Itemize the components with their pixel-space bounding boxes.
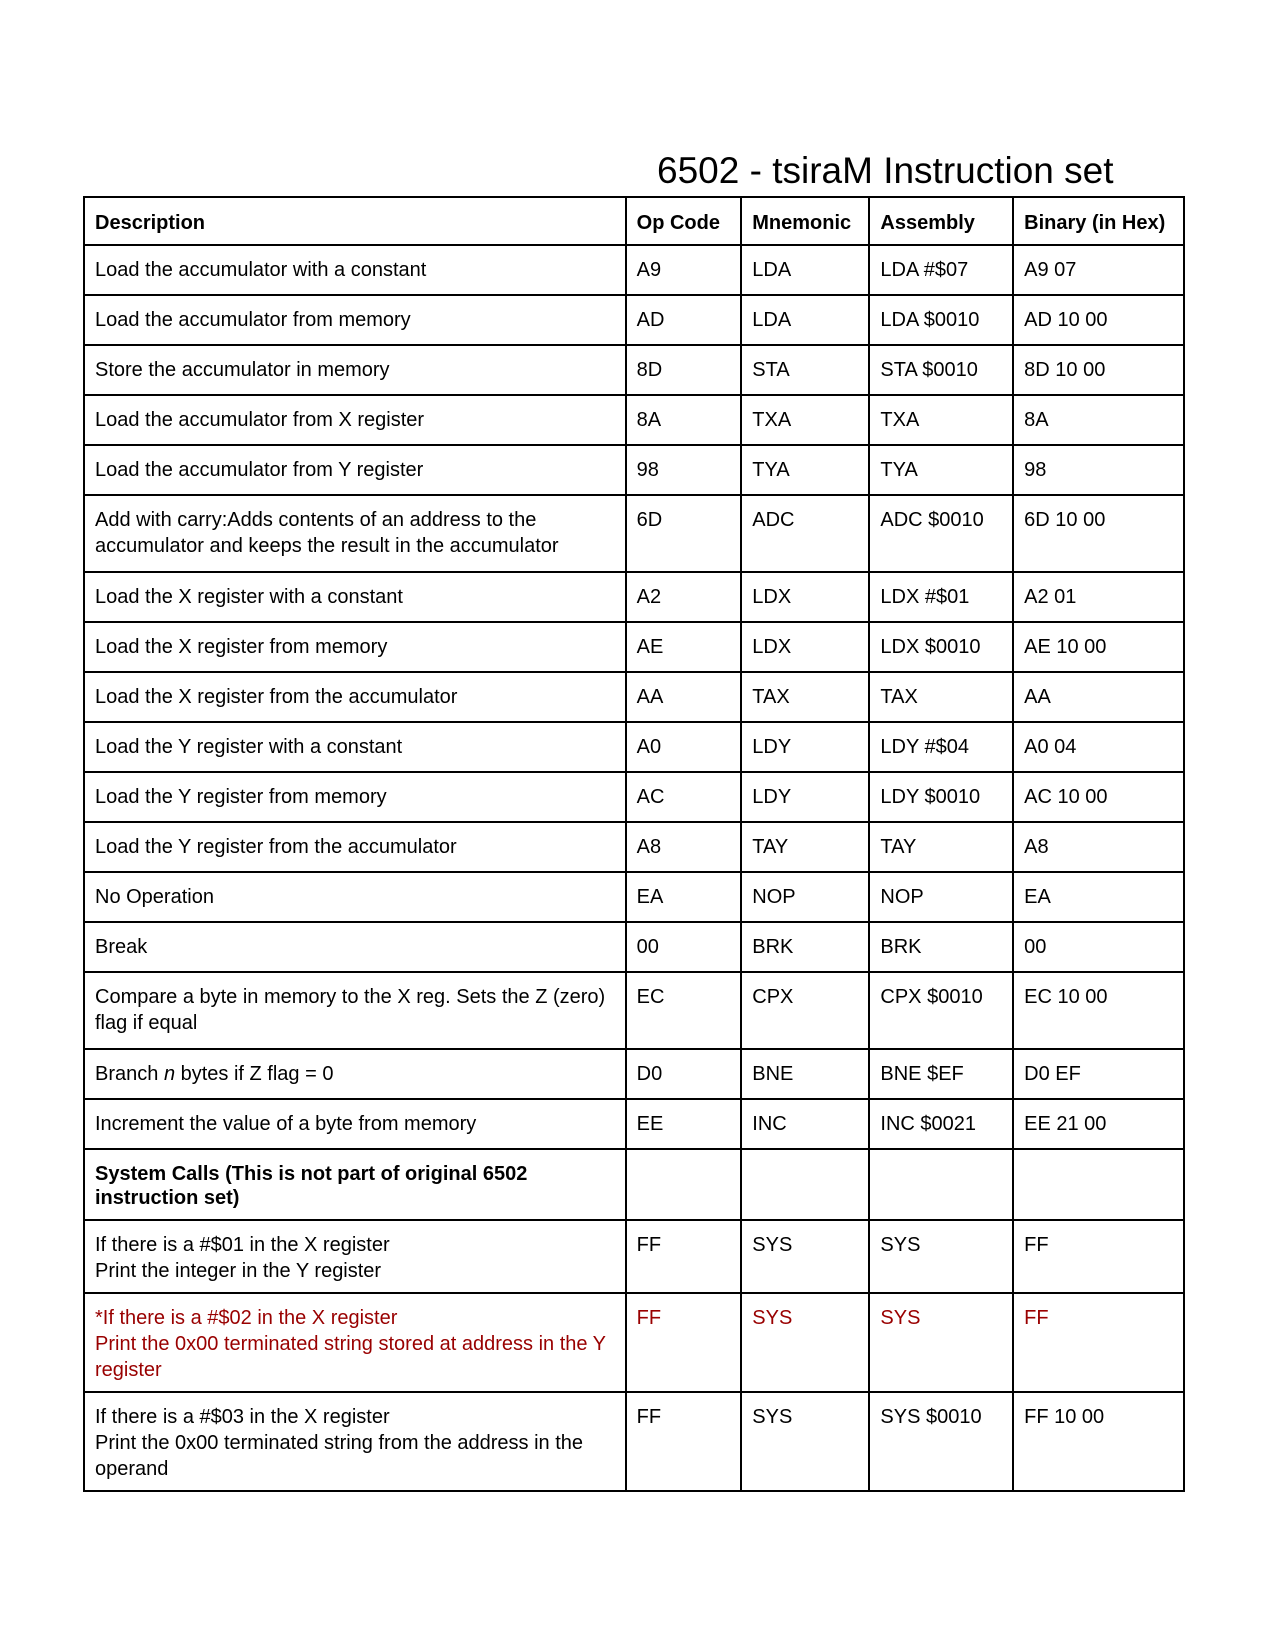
row-mnemonic: INC <box>741 1099 869 1149</box>
table-row <box>84 772 1184 822</box>
syscall-row-highlighted <box>84 1293 1184 1392</box>
row-mnemonic: LDY <box>741 772 869 822</box>
header-row <box>84 197 1184 245</box>
row-description: Load the accumulator with a constant <box>84 245 626 295</box>
row-opcode: 8A <box>626 395 742 445</box>
row-opcode: EE <box>626 1099 742 1149</box>
row-binary: EA <box>1013 872 1184 922</box>
table-row <box>84 922 1184 972</box>
table-row <box>84 572 1184 622</box>
row-opcode: A9 <box>626 245 742 295</box>
empty-cell <box>1013 1149 1184 1220</box>
row-mnemonic: LDY <box>741 722 869 772</box>
row-binary: A9 07 <box>1013 245 1184 295</box>
row-opcode: EA <box>626 872 742 922</box>
row-mnemonic: TAX <box>741 672 869 722</box>
row-binary: AD 10 00 <box>1013 295 1184 345</box>
table-row <box>84 345 1184 395</box>
row-description: No Operation <box>84 872 626 922</box>
syscall-opcode: FF <box>626 1392 742 1491</box>
variable-n: n <box>163 1063 176 1085</box>
empty-cell <box>741 1149 869 1220</box>
header-mnemonic: Mnemonic <box>741 197 869 245</box>
syscall-assembly: SYS $0010 <box>869 1392 1013 1491</box>
row-assembly: LDA $0010 <box>869 295 1013 345</box>
table-row <box>84 972 1184 1049</box>
syscall-mnemonic: SYS <box>741 1293 869 1392</box>
row-binary: EC 10 00 <box>1013 972 1184 1049</box>
table-row <box>84 445 1184 495</box>
table-row <box>84 1049 1184 1099</box>
row-binary: A0 04 <box>1013 722 1184 772</box>
row-description: Load the accumulator from memory <box>84 295 626 345</box>
table-row <box>84 722 1184 772</box>
row-description: Compare a byte in memory to the X reg. Sets the Z (zero) flag if equal <box>84 972 626 1049</box>
row-binary: AC 10 00 <box>1013 772 1184 822</box>
row-opcode: 98 <box>626 445 742 495</box>
row-assembly: STA $0010 <box>869 345 1013 395</box>
row-binary: A8 <box>1013 822 1184 872</box>
row-assembly: LDX #$01 <box>869 572 1013 622</box>
row-mnemonic: TXA <box>741 395 869 445</box>
instruction-table <box>83 196 1185 1492</box>
row-assembly: TAY <box>869 822 1013 872</box>
row-assembly: NOP <box>869 872 1013 922</box>
row-mnemonic: STA <box>741 345 869 395</box>
syscall-row <box>84 1220 1184 1293</box>
row-description: Load the accumulator from Y register <box>84 445 626 495</box>
row-description: Load the X register from memory <box>84 622 626 672</box>
row-opcode: D0 <box>626 1049 742 1099</box>
row-mnemonic: NOP <box>741 872 869 922</box>
description-text: bytes if Z flag = 0 <box>175 1063 334 1085</box>
table-row <box>84 822 1184 872</box>
table-row <box>84 395 1184 445</box>
table-row <box>84 295 1184 345</box>
row-binary: 8A <box>1013 395 1184 445</box>
row-assembly: TXA <box>869 395 1013 445</box>
description-text: Branch <box>95 1063 164 1085</box>
syscall-opcode: FF <box>626 1293 742 1392</box>
row-opcode: AE <box>626 622 742 672</box>
row-description: Load the Y register from memory <box>84 772 626 822</box>
row-opcode: A2 <box>626 572 742 622</box>
section-label: System Calls (This is not part of original 6502 instruction set) <box>84 1149 626 1220</box>
row-binary: AE 10 00 <box>1013 622 1184 672</box>
row-description: Load the Y register with a constant <box>84 722 626 772</box>
row-mnemonic: TAY <box>741 822 869 872</box>
row-binary: EE 21 00 <box>1013 1099 1184 1149</box>
header-binary: Binary (in Hex) <box>1013 197 1184 245</box>
row-opcode: AC <box>626 772 742 822</box>
row-assembly: TYA <box>869 445 1013 495</box>
row-assembly: TAX <box>869 672 1013 722</box>
header-description: Description <box>84 197 626 245</box>
table-row <box>84 672 1184 722</box>
row-description: Break <box>84 922 626 972</box>
row-opcode: 6D <box>626 495 742 572</box>
table-row <box>84 245 1184 295</box>
row-description: Increment the value of a byte from memory <box>84 1099 626 1149</box>
row-description: Load the Y register from the accumulator <box>84 822 626 872</box>
row-mnemonic: LDA <box>741 245 869 295</box>
row-description <box>84 1049 626 1099</box>
row-assembly: LDY #$04 <box>869 722 1013 772</box>
row-assembly: CPX $0010 <box>869 972 1013 1049</box>
syscall-binary: FF <box>1013 1220 1184 1293</box>
row-binary: D0 EF <box>1013 1049 1184 1099</box>
syscall-assembly: SYS <box>869 1293 1013 1392</box>
row-mnemonic: LDX <box>741 572 869 622</box>
header-opcode: Op Code <box>626 197 742 245</box>
empty-cell <box>869 1149 1013 1220</box>
row-opcode: 8D <box>626 345 742 395</box>
syscall-opcode: FF <box>626 1220 742 1293</box>
row-opcode: AD <box>626 295 742 345</box>
syscall-description: If there is a #$03 in the X register Print the 0x00 terminated string from the address in the operand <box>84 1392 626 1491</box>
table-row <box>84 622 1184 672</box>
row-binary: 6D 10 00 <box>1013 495 1184 572</box>
row-mnemonic: CPX <box>741 972 869 1049</box>
row-mnemonic: TYA <box>741 445 869 495</box>
row-mnemonic: BRK <box>741 922 869 972</box>
syscall-row <box>84 1392 1184 1491</box>
row-assembly: BNE $EF <box>869 1049 1013 1099</box>
row-opcode: A8 <box>626 822 742 872</box>
row-binary: A2 01 <box>1013 572 1184 622</box>
row-assembly: LDX $0010 <box>869 622 1013 672</box>
syscall-description: If there is a #$01 in the X register Print the integer in the Y register <box>84 1220 626 1293</box>
row-assembly: ADC $0010 <box>869 495 1013 572</box>
section-row <box>84 1149 1184 1220</box>
row-binary: AA <box>1013 672 1184 722</box>
table-row <box>84 1099 1184 1149</box>
row-description: Add with carry:Adds contents of an address to the accumulator and keeps the result in the accumulator <box>84 495 626 572</box>
row-mnemonic: BNE <box>741 1049 869 1099</box>
syscall-description: *If there is a #$02 in the X register Print the 0x00 terminated string stored at address in the Y register <box>84 1293 626 1392</box>
row-assembly: LDY $0010 <box>869 772 1013 822</box>
row-binary: 00 <box>1013 922 1184 972</box>
table-row <box>84 495 1184 572</box>
syscall-assembly: SYS <box>869 1220 1013 1293</box>
row-description: Load the X register with a constant <box>84 572 626 622</box>
empty-cell <box>626 1149 742 1220</box>
page-title: 6502 - tsiraM Instruction set <box>657 150 1114 191</box>
row-description: Load the X register from the accumulator <box>84 672 626 722</box>
syscall-binary: FF 10 00 <box>1013 1392 1184 1491</box>
syscall-binary: FF <box>1013 1293 1184 1392</box>
row-assembly: INC $0021 <box>869 1099 1013 1149</box>
row-binary: 98 <box>1013 445 1184 495</box>
table-row <box>84 872 1184 922</box>
row-opcode: AA <box>626 672 742 722</box>
row-mnemonic: LDA <box>741 295 869 345</box>
row-description: Store the accumulator in memory <box>84 345 626 395</box>
row-assembly: LDA #$07 <box>869 245 1013 295</box>
syscall-mnemonic: SYS <box>741 1392 869 1491</box>
header-assembly: Assembly <box>869 197 1013 245</box>
row-assembly: BRK <box>869 922 1013 972</box>
row-mnemonic: ADC <box>741 495 869 572</box>
row-binary: 8D 10 00 <box>1013 345 1184 395</box>
row-opcode: EC <box>626 972 742 1049</box>
row-mnemonic: LDX <box>741 622 869 672</box>
row-opcode: 00 <box>626 922 742 972</box>
row-description: Load the accumulator from X register <box>84 395 626 445</box>
syscall-mnemonic: SYS <box>741 1220 869 1293</box>
row-opcode: A0 <box>626 722 742 772</box>
